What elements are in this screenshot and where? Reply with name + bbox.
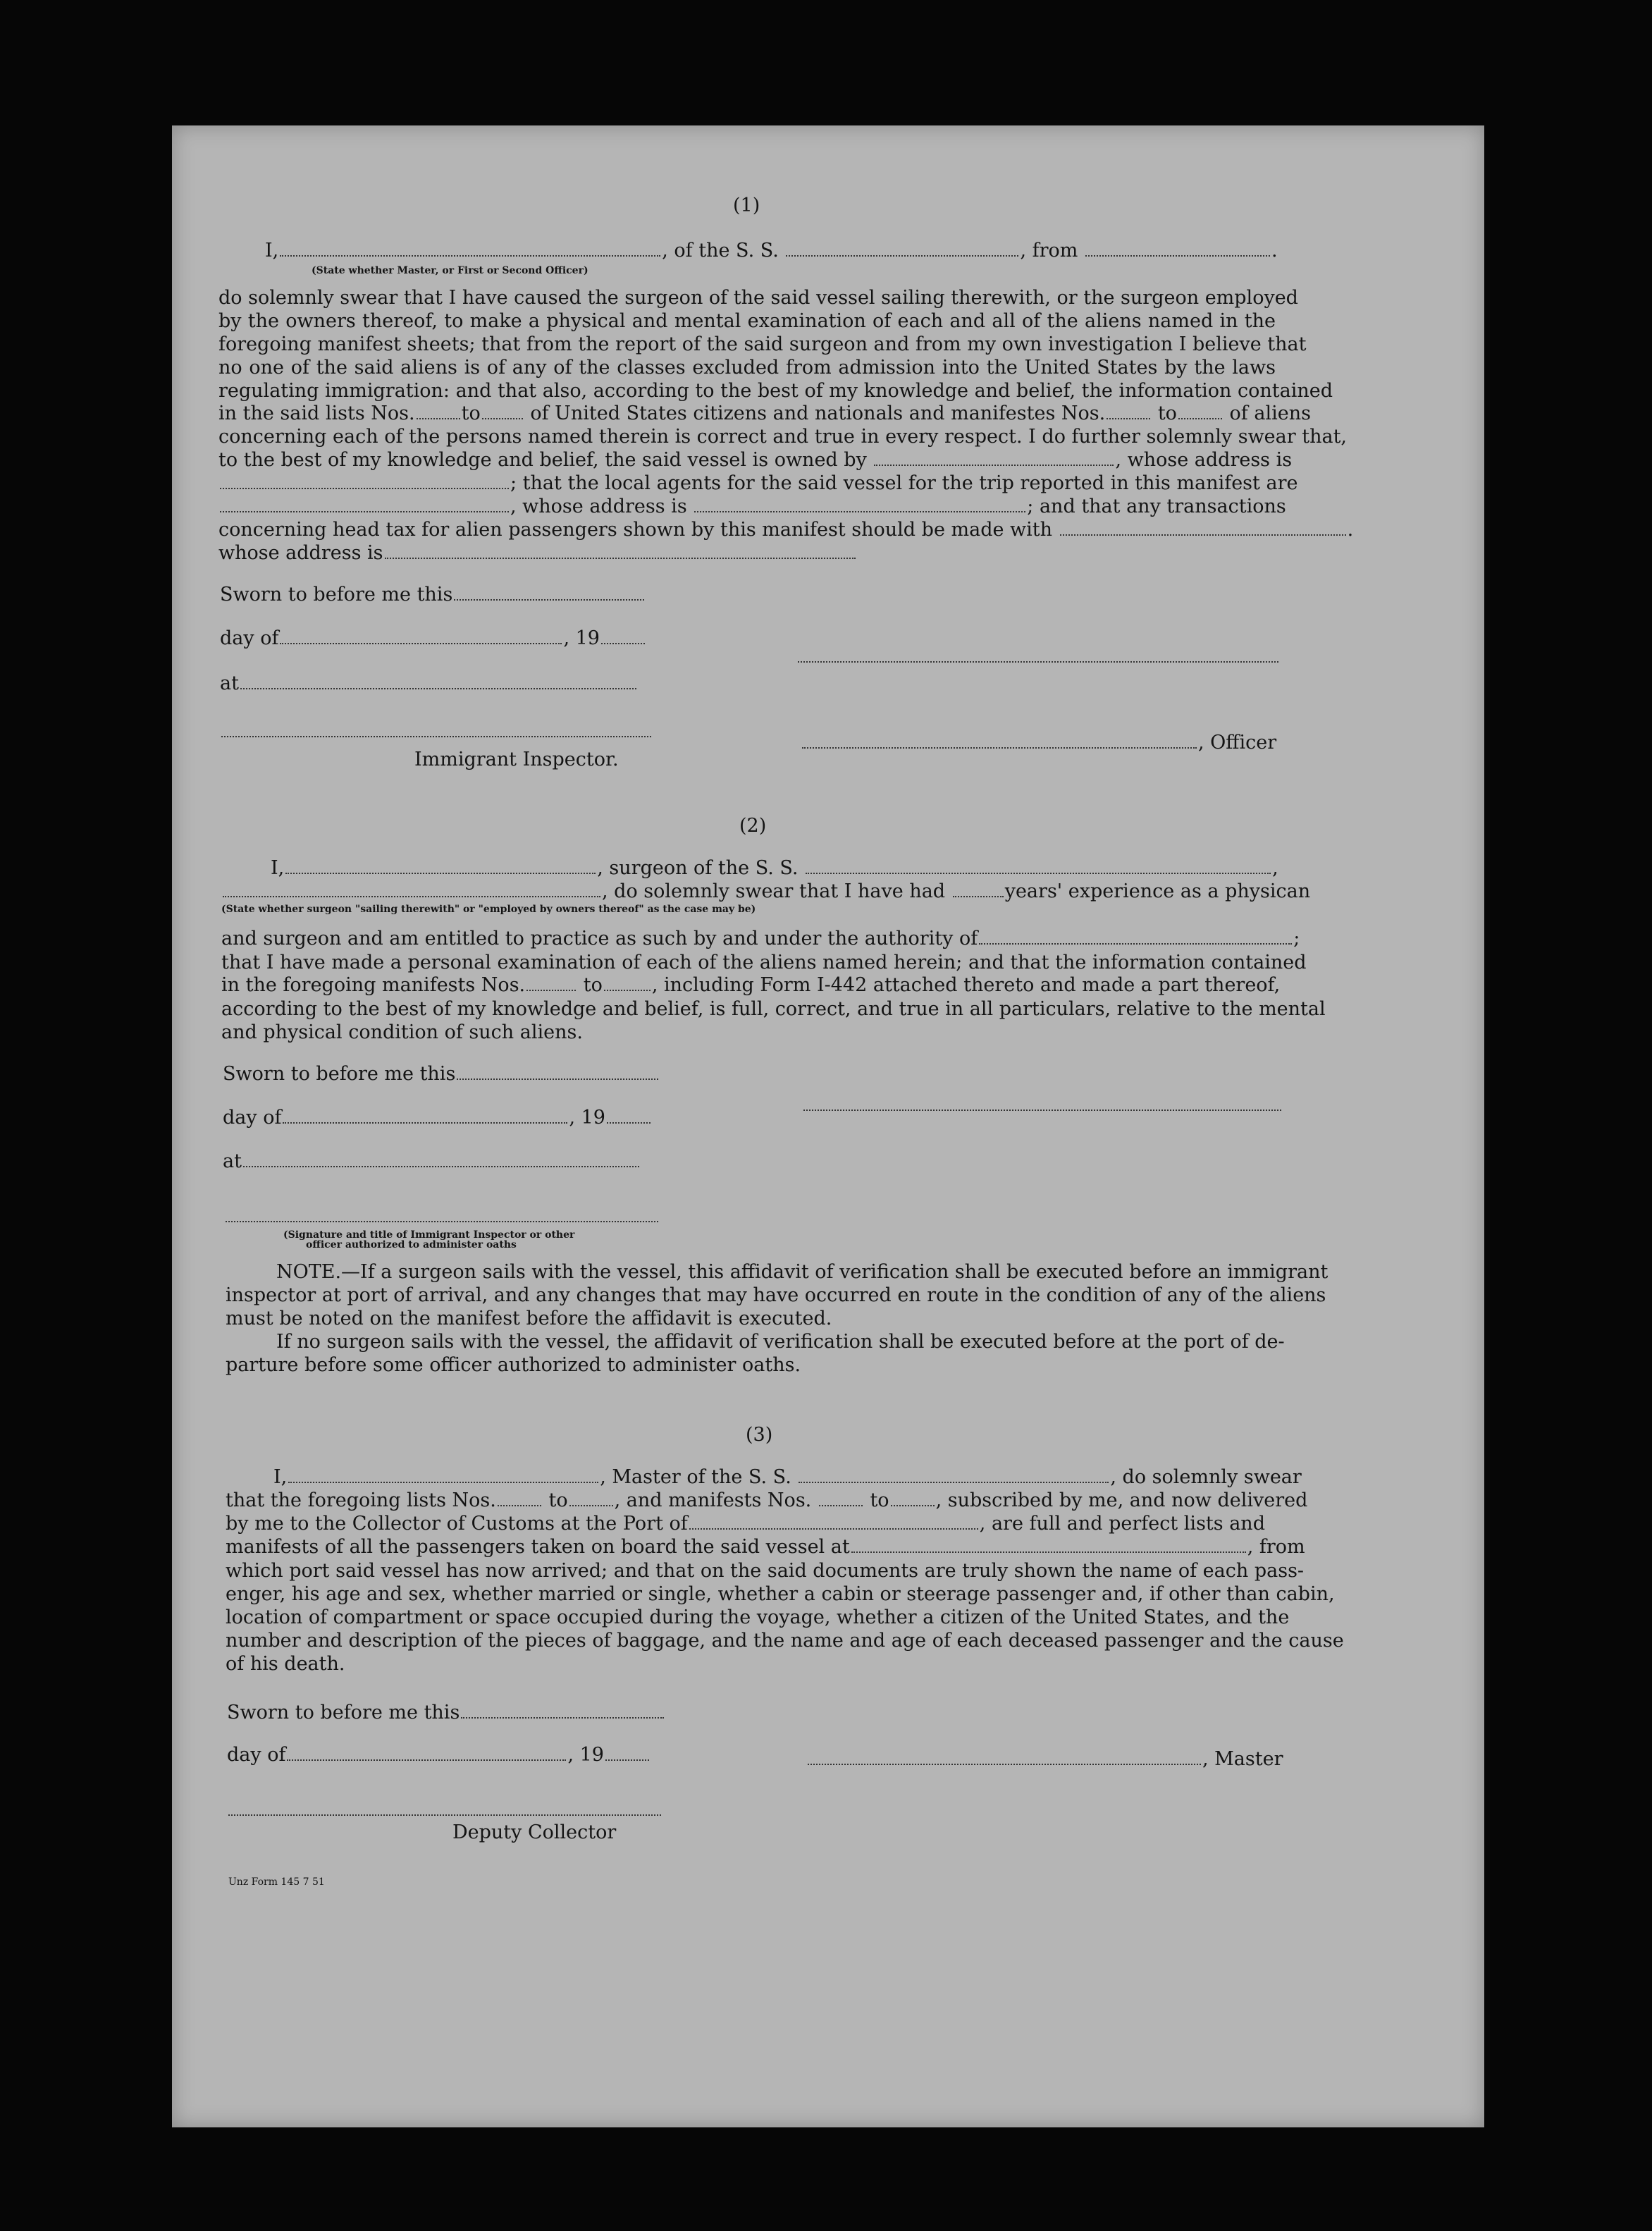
authority-field[interactable]	[979, 943, 1292, 945]
day-of-line: day of , 19	[220, 627, 646, 650]
years-field[interactable]	[953, 896, 1004, 897]
sworn-date-field[interactable]	[454, 599, 644, 601]
head-tax-field[interactable]	[1060, 534, 1346, 536]
master-signature-field[interactable]	[808, 1764, 1201, 1765]
sworn-line: Sworn to before me this	[223, 1063, 660, 1086]
master-line: I, , Master of the S. S. , do solemnly swear	[273, 1466, 1302, 1488]
agents-address-field[interactable]	[694, 511, 1025, 512]
field-caption: (State whether Master, or First or Second Officer)	[312, 265, 588, 276]
master-signature-line: , Master	[806, 1748, 1283, 1771]
inspector-signature-line[interactable]	[221, 736, 651, 737]
surgeon-signature-line[interactable]	[803, 1110, 1281, 1111]
lists-from-field[interactable]	[417, 418, 460, 419]
section-number: (3)	[746, 1424, 773, 1446]
officer-signature-field[interactable]	[802, 747, 1197, 749]
oath-paragraph: do solemnly swear that I have caused the surgeon of the said vessel sailing therewith, or the surgeon employed by the owners thereof, to make a physical and mental examination of each and all of the aliens named in the foregoing manifest sheets; that from the report of the said surgeon and from my own investigation I believe that no one of the said aliens is of any of the classes excluded from admission into the United States by the laws regulating immigration: and that also, according to the best of my knowledge and belief, the information contained	[218, 287, 1333, 402]
signature-line[interactable]	[798, 661, 1278, 663]
section-number: (2)	[739, 815, 767, 837]
oath-line: concerning each of the persons named therein is correct and true in every respect. I do further solemnly swear that,	[218, 426, 1348, 448]
day-of-line: day of , 19	[223, 1107, 652, 1129]
owner-address-field[interactable]	[220, 488, 509, 489]
agents-line: ; that the local agents for the said vessel for the trip reported in this manifest are	[218, 472, 1297, 495]
surgeon-paragraph: that I have made a personal examination of each of the aliens named herein; and that the information contained	[221, 952, 1307, 973]
year-field[interactable]	[601, 643, 645, 644]
affiant-line: I, , of the S. S. , from .	[265, 240, 1278, 262]
note-paragraph: NOTE.—If a surgeon sails with the vessel, this affidavit of verification shall be executed before an immigrant inspector at port of arrival, and any changes that may have occurred en route in the condition of any of the aliens must be noted on the manifest before the affidavit is executed.	[226, 1261, 1329, 1329]
whose-address-line: whose address is	[218, 542, 857, 565]
surgeon-swear-line: , do solemnly swear that I have had years' experience as a physican	[221, 880, 1310, 903]
at-line: at	[220, 672, 638, 695]
sworn-date-field[interactable]	[461, 1717, 664, 1719]
manifest-affidavit-page	[172, 125, 1484, 2127]
agents-address-line: , whose address is ; and that any transactions	[218, 496, 1286, 518]
surgeon-manifests-to-field[interactable]	[604, 990, 651, 991]
year-field[interactable]	[605, 1759, 649, 1761]
port-field[interactable]	[689, 1528, 978, 1530]
authority-line: and surgeon and am entitled to practice as such by and under the authority of ;	[221, 928, 1300, 949]
lists-to-field[interactable]	[482, 418, 523, 419]
master-lists-from-field[interactable]	[498, 1505, 541, 1506]
field-caption: (State whether surgeon "sailing therewith" or "employed by owners thereof" as the case may be)	[221, 904, 756, 915]
note-paragraph-2: If no surgeon sails with the vessel, the affidavit of verification shall be executed before at the port of de- parture before some officer authorized to administer oaths.	[226, 1331, 1285, 1376]
section-number: (1)	[733, 195, 760, 216]
surgeon-status-field[interactable]	[223, 896, 600, 897]
agents-field[interactable]	[220, 511, 509, 512]
master-paragraph: which port said vessel has now arrived; and that on the said documents are truly shown the name of each pass- enger, his age and sex, whether married or single, whether a cabin or steerage passenger and, if other than cabin, location of compartment or space occupied during the voyage, whether a citizen of the United States, and the number and description of the pieces of baggage, and the name and age of each deceased passenger and the cause of his death.	[226, 1560, 1344, 1675]
port-line: by me to the Collector of Customs at the Port of , are full and perfect lists and	[226, 1513, 1265, 1535]
month-field[interactable]	[287, 1759, 566, 1761]
lists-numbers-line: in the said lists Nos. to of United States citizens and nationals and manifestes Nos. to of aliens	[218, 402, 1311, 424]
surgeon-manifests-line: in the foregoing manifests Nos. to , including Form I-442 attached thereto and made a part thereof,	[221, 974, 1281, 996]
officer-signature-line: , Officer	[801, 732, 1276, 754]
month-field[interactable]	[280, 643, 562, 644]
inspector-signature-line[interactable]	[226, 1221, 658, 1222]
owner-field[interactable]	[874, 465, 1114, 466]
place-field[interactable]	[243, 1166, 639, 1167]
day-of-line: day of , 19	[227, 1744, 651, 1766]
from-port-field[interactable]	[1085, 255, 1270, 257]
master-name-field[interactable]	[288, 1482, 598, 1483]
surgeon-line: I, , surgeon of the S. S. ,	[271, 857, 1278, 879]
master-manifests-to-field[interactable]	[891, 1505, 935, 1506]
collector-title: Deputy Collector	[452, 1821, 617, 1843]
place-field[interactable]	[240, 688, 636, 689]
master-lists-line: that the foregoing lists Nos. to , and manifests Nos. to , subscribed by me, and now delivered	[226, 1489, 1308, 1511]
sworn-line: Sworn to before me this	[220, 584, 646, 606]
head-tax-line: concerning head tax for alien passengers shown by this manifest should be made with .	[218, 519, 1354, 541]
surgeon-vessel-field[interactable]	[806, 873, 1271, 874]
surgeon-name-field[interactable]	[285, 873, 596, 874]
master-manifests-from-field[interactable]	[819, 1505, 863, 1506]
manifests-to-field[interactable]	[1178, 418, 1222, 419]
sworn-date-field[interactable]	[457, 1078, 658, 1080]
boarded-at-line: manifests of all the passengers taken on board the said vessel at , from	[226, 1536, 1305, 1558]
inspector-title: Immigrant Inspector.	[414, 749, 619, 770]
form-number: Unz Form 145 7 51	[228, 1876, 325, 1888]
surgeon-paragraph-end: according to the best of my knowledge and belief, is full, correct, and true in all particulars, relative to the mental and physical condition of such aliens.	[221, 998, 1326, 1043]
owner-line: to the best of my knowledge and belief, the said vessel is owned by , whose address is	[218, 449, 1293, 471]
head-tax-address-field[interactable]	[385, 558, 856, 559]
master-vessel-field[interactable]	[799, 1482, 1109, 1483]
signature-caption: officer authorized to administer oaths	[306, 1239, 517, 1250]
sworn-line: Sworn to before me this	[227, 1702, 665, 1724]
surgeon-manifests-from-field[interactable]	[526, 990, 576, 991]
master-lists-to-field[interactable]	[569, 1505, 613, 1506]
month-field[interactable]	[283, 1122, 567, 1124]
year-field[interactable]	[607, 1122, 651, 1124]
manifests-from-field[interactable]	[1107, 418, 1150, 419]
boarded-port-field[interactable]	[851, 1551, 1246, 1553]
signature-caption: (Signature and title of Immigrant Inspector or other	[283, 1229, 575, 1241]
at-line: at	[223, 1150, 641, 1173]
collector-signature-line[interactable]	[228, 1814, 661, 1816]
vessel-name-field[interactable]	[786, 255, 1018, 257]
officer-name-field[interactable]	[280, 255, 660, 257]
